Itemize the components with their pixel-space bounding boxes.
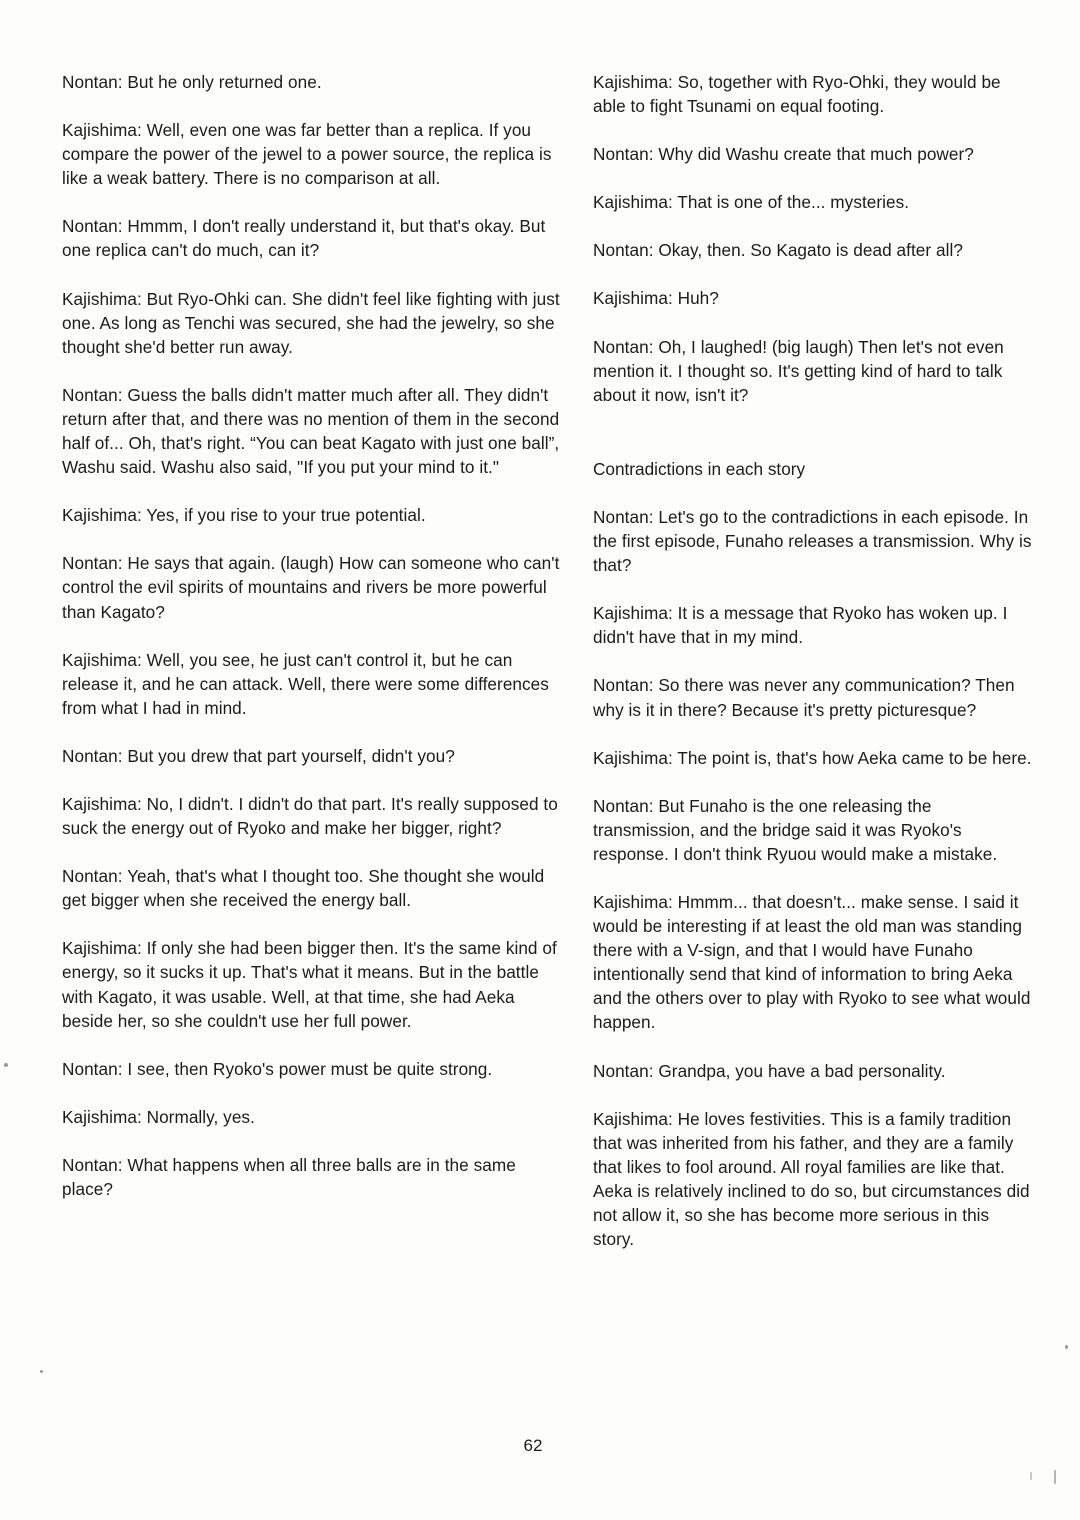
dialogue-paragraph: Nontan: He says that again. (laugh) How can someone who can't control the evil spirits of mountains and rivers be more powerful than Kagato? [62, 553, 560, 622]
dialogue-paragraph: Nontan: What happens when all three balls are in the same place? [62, 1154, 516, 1199]
dialogue-paragraph: Kajishima: He loves festivities. This is a family tradition that was inherited from his father, and they are a family that likes to fool around. All royal families are like that. Aeka is relatively inclined to do so, but circumstances did not allow it, so she has become more serious in this story. [593, 1108, 1030, 1250]
dialogue-paragraph: Kajishima: Normally, yes. [62, 1106, 255, 1127]
dialogue-paragraph: Kajishima: Yes, if you rise to your true potential. [62, 505, 426, 526]
dialogue-paragraph: Kajishima: If only she had been bigger then. It's the same kind of energy, so it sucks it up. That's what it means. But in the battle with Kagato, it was usable. Well, at that time, she had Aeka beside her, so she couldn't use her full power. [62, 938, 557, 1031]
right-column [593, 70, 1033, 1275]
dialogue-paragraph: Kajishima: Well, even one was far better than a replica. If you compare the power of the jewel to a power source, the replica is like a weak battery. There is no comparison at all. [62, 120, 552, 189]
dialogue-paragraph: Nontan: Grandpa, you have a bad personality. [593, 1060, 946, 1081]
dialogue-paragraph: Nontan: I see, then Ryoko's power must be quite strong. [62, 1058, 493, 1079]
dialogue-paragraph: Kajishima: No, I didn't. I didn't do that part. It's really supposed to suck the energy out of Ryoko and make her bigger, right? [62, 793, 558, 839]
dialogue-paragraph: Nontan: Let's go to the contradictions in each episode. In the first episode, Funaho releases a transmission. Why is that? [593, 506, 1032, 576]
dialogue-paragraph: Kajishima: It is a message that Ryoko has woken up. I didn't have that in my mind. [593, 603, 1008, 648]
dialogue-paragraph: Kajishima: So, together with Ryo-Ohki, they would be able to fight Tsunami on equal footing. [593, 72, 1001, 117]
dialogue-paragraph: Kajishima: That is one of the... mysteries. [593, 192, 910, 213]
dialogue-paragraph: Kajishima: But Ryo-Ohki can. She didn't feel like fighting with just one. As long as Tenchi was secured, she had the jewelry, so she thought she'd better run away. [62, 288, 560, 357]
dialogue-paragraph: Nontan: Why did Washu create that much power? [593, 144, 974, 165]
left-column [62, 70, 562, 1225]
scan-speck [40, 1370, 43, 1373]
page-number: 62 [523, 1436, 543, 1455]
dialogue-paragraph: Kajishima: Hmmm... that doesn't... make sense. I said it would be interesting if at least the old man was standing there with a V-sign, and that I would have Funaho intentionally send that kind of information to bring Aeka and the others over to play with Ryoko to see what would happen. [593, 891, 1031, 1033]
dialogue-paragraph: Nontan: Guess the balls didn't matter much after all. They didn't return after that, and there was no mention of them in the second half of... Oh, that's right. “You can beat Kagato with just one ball”, Washu said. Washu also said, "If you put your mind to it." [62, 384, 560, 478]
dialogue-paragraph: Kajishima: Huh? [593, 288, 719, 309]
scan-speck [1054, 1470, 1056, 1484]
dialogue-paragraph: Nontan: But he only returned one. [62, 72, 322, 92]
dialogue-paragraph: Nontan: Yeah, that's what I thought too. She thought she would get bigger when she received the energy ball. [62, 866, 545, 911]
dialogue-paragraph: Kajishima: Well, you see, he just can't control it, but he can release it, and he can attack. Well, there were some differences from what I had in mind. [62, 649, 549, 718]
section-heading: Contradictions in each story [593, 458, 806, 479]
dialogue-paragraph: Nontan: Oh, I laughed! (big laugh) Then let's not even mention it. I thought so. It's getting kind of hard to talk about it now, isn't it? [593, 336, 1004, 405]
dialogue-paragraph: Nontan: So there was never any communication? Then why is it in there? Because it's pretty picturesque? [593, 675, 1015, 720]
scan-speck [1030, 1472, 1032, 1480]
dialogue-paragraph: Nontan: But you drew that part yourself, didn't you? [62, 745, 455, 766]
scan-speck [4, 1063, 8, 1067]
dialogue-paragraph: Nontan: But Funaho is the one releasing the transmission, and the bridge said it was Ryoko's response. I don't think Ryuou would make a mistake. [593, 795, 998, 864]
dialogue-paragraph: Kajishima: The point is, that's how Aeka came to be here. [593, 747, 1032, 768]
dialogue-paragraph: Nontan: Hmmm, I don't really understand it, but that's okay. But one replica can't do much, can it? [62, 216, 546, 261]
scan-speck [1065, 1345, 1068, 1349]
dialogue-paragraph: Nontan: Okay, then. So Kagato is dead after all? [593, 240, 963, 261]
